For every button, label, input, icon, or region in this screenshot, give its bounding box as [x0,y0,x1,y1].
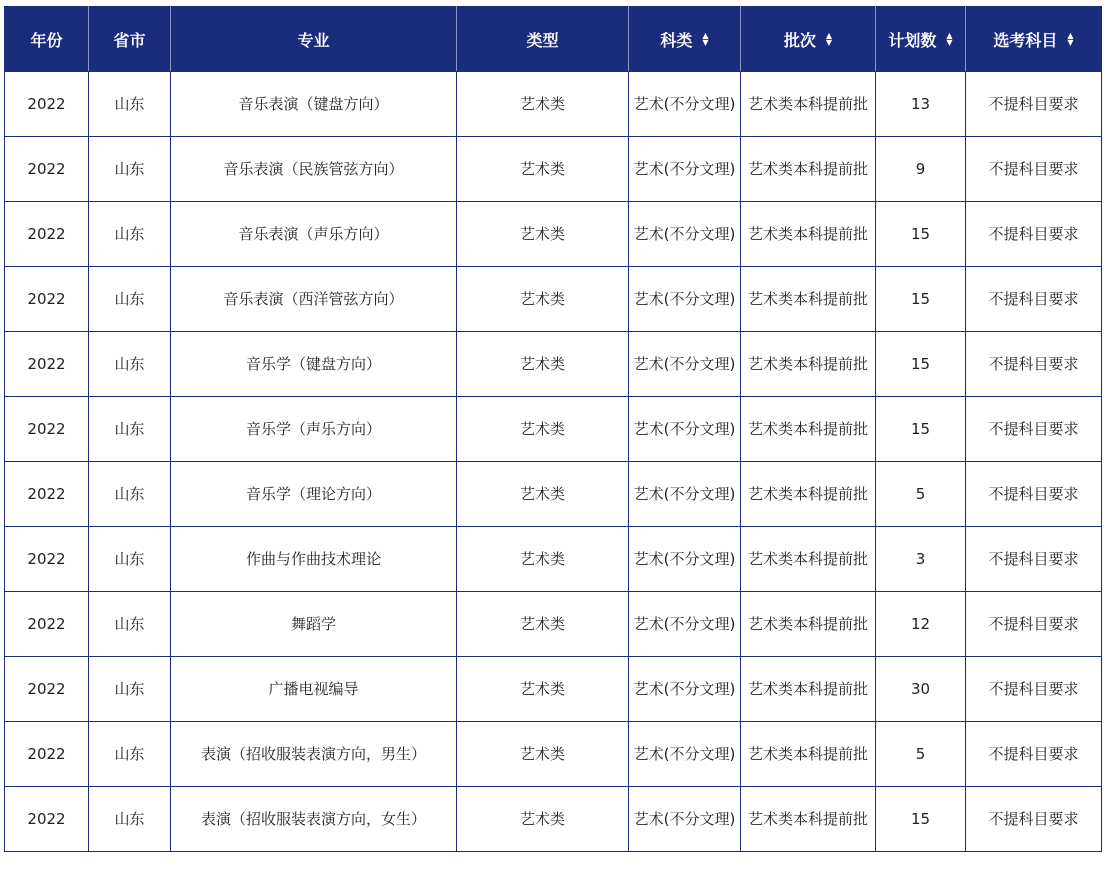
province-cell: 山东 [89,722,171,787]
plan-count-cell: 15 [876,202,966,267]
sort-updown-icon[interactable]: ▲ ▼ [702,31,709,47]
subjects-cell: 不提科目要求 [966,722,1102,787]
province-cell: 山东 [89,527,171,592]
batch-cell: 艺术类本科提前批 [741,787,876,852]
category-cell: 艺术(不分文理) [629,787,741,852]
subjects-cell: 不提科目要求 [966,657,1102,722]
plan-count-cell: 3 [876,527,966,592]
category-cell: 艺术(不分文理) [629,72,741,137]
subjects-cell: 不提科目要求 [966,267,1102,332]
column-header-batch[interactable] [741,7,876,72]
major-cell: 音乐学（声乐方向） [171,397,457,462]
table-header [5,7,1102,72]
column-header-type [457,7,629,72]
batch-cell: 艺术类本科提前批 [741,722,876,787]
plan-count-cell: 15 [876,787,966,852]
category-cell: 艺术(不分文理) [629,202,741,267]
type-cell: 艺术类 [457,722,629,787]
major-cell: 音乐学（键盘方向） [171,332,457,397]
table-row [5,462,1102,527]
year-cell: 2022 [5,137,89,202]
major-cell: 表演（招收服装表演方向，男生） [171,722,457,787]
table-row [5,592,1102,657]
batch-cell: 艺术类本科提前批 [741,527,876,592]
table-row [5,722,1102,787]
province-cell: 山东 [89,787,171,852]
column-header-label: 省市 [113,30,146,50]
batch-cell: 艺术类本科提前批 [741,137,876,202]
plan-count-cell: 12 [876,592,966,657]
plan-count-cell: 30 [876,657,966,722]
year-cell: 2022 [5,72,89,137]
subjects-cell: 不提科目要求 [966,72,1102,137]
column-header-label: 批次 [783,30,816,50]
column-header-province [89,7,171,72]
type-cell: 艺术类 [457,592,629,657]
province-cell: 山东 [89,267,171,332]
subjects-cell: 不提科目要求 [966,397,1102,462]
year-cell: 2022 [5,332,89,397]
subjects-cell: 不提科目要求 [966,787,1102,852]
category-cell: 艺术(不分文理) [629,722,741,787]
plan-count-cell: 15 [876,267,966,332]
major-cell: 音乐表演（民族管弦方向） [171,137,457,202]
batch-cell: 艺术类本科提前批 [741,657,876,722]
table-row [5,202,1102,267]
category-cell: 艺术(不分文理) [629,527,741,592]
year-cell: 2022 [5,787,89,852]
province-cell: 山东 [89,332,171,397]
column-header-label: 计划数 [888,30,937,50]
batch-cell: 艺术类本科提前批 [741,332,876,397]
major-cell: 音乐表演（键盘方向） [171,72,457,137]
year-cell: 2022 [5,397,89,462]
batch-cell: 艺术类本科提前批 [741,267,876,332]
year-cell: 2022 [5,267,89,332]
subjects-cell: 不提科目要求 [966,137,1102,202]
column-header-year [5,7,89,72]
category-cell: 艺术(不分文理) [629,137,741,202]
type-cell: 艺术类 [457,72,629,137]
batch-cell: 艺术类本科提前批 [741,202,876,267]
sort-updown-icon[interactable]: ▲ ▼ [1067,31,1074,47]
year-cell: 2022 [5,722,89,787]
table-row [5,397,1102,462]
year-cell: 2022 [5,462,89,527]
table-row [5,137,1102,202]
subjects-cell: 不提科目要求 [966,462,1102,527]
table-row [5,72,1102,137]
major-cell: 音乐表演（西洋管弦方向） [171,267,457,332]
province-cell: 山东 [89,202,171,267]
table-body [5,72,1102,852]
table-row [5,657,1102,722]
type-cell: 艺术类 [457,202,629,267]
major-cell: 表演（招收服装表演方向，女生） [171,787,457,852]
type-cell: 艺术类 [457,267,629,332]
header-row [5,7,1102,72]
batch-cell: 艺术类本科提前批 [741,592,876,657]
type-cell: 艺术类 [457,787,629,852]
column-header-label: 科类 [660,30,693,50]
sort-updown-icon[interactable]: ▲ ▼ [946,31,953,47]
plan-count-cell: 9 [876,137,966,202]
column-header-category[interactable] [629,7,741,72]
year-cell: 2022 [5,527,89,592]
province-cell: 山东 [89,462,171,527]
category-cell: 艺术(不分文理) [629,657,741,722]
major-cell: 音乐表演（声乐方向） [171,202,457,267]
plan-count-cell: 13 [876,72,966,137]
column-header-subjects[interactable] [966,7,1102,72]
year-cell: 2022 [5,657,89,722]
major-cell: 舞蹈学 [171,592,457,657]
enrollment-plan-table-container [4,6,1101,852]
column-header-major [171,7,457,72]
batch-cell: 艺术类本科提前批 [741,72,876,137]
major-cell: 音乐学（理论方向） [171,462,457,527]
major-cell: 广播电视编导 [171,657,457,722]
table-row [5,332,1102,397]
type-cell: 艺术类 [457,332,629,397]
year-cell: 2022 [5,592,89,657]
plan-count-cell: 5 [876,462,966,527]
category-cell: 艺术(不分文理) [629,332,741,397]
type-cell: 艺术类 [457,657,629,722]
province-cell: 山东 [89,72,171,137]
category-cell: 艺术(不分文理) [629,397,741,462]
column-header-label: 选考科目 [993,30,1058,50]
category-cell: 艺术(不分文理) [629,592,741,657]
year-cell: 2022 [5,202,89,267]
plan-count-cell: 15 [876,332,966,397]
batch-cell: 艺术类本科提前批 [741,397,876,462]
province-cell: 山东 [89,397,171,462]
plan-count-cell: 15 [876,397,966,462]
major-cell: 作曲与作曲技术理论 [171,527,457,592]
subjects-cell: 不提科目要求 [966,527,1102,592]
type-cell: 艺术类 [457,527,629,592]
type-cell: 艺术类 [457,397,629,462]
province-cell: 山东 [89,137,171,202]
column-header-label: 专业 [297,30,330,50]
table-row [5,787,1102,852]
sort-updown-icon[interactable]: ▲ ▼ [825,31,833,47]
type-cell: 艺术类 [457,462,629,527]
table-row [5,527,1102,592]
batch-cell: 艺术类本科提前批 [741,462,876,527]
category-cell: 艺术(不分文理) [629,462,741,527]
category-cell: 艺术(不分文理) [629,267,741,332]
province-cell: 山东 [89,657,171,722]
table-row [5,267,1102,332]
province-cell: 山东 [89,592,171,657]
subjects-cell: 不提科目要求 [966,592,1102,657]
type-cell: 艺术类 [457,137,629,202]
subjects-cell: 不提科目要求 [966,332,1102,397]
subjects-cell: 不提科目要求 [966,202,1102,267]
plan-count-cell: 5 [876,722,966,787]
column-header-label: 类型 [526,30,559,50]
column-header-plan-count[interactable] [876,7,966,72]
column-header-label: 年份 [30,30,63,50]
enrollment-plan-table [4,6,1102,852]
